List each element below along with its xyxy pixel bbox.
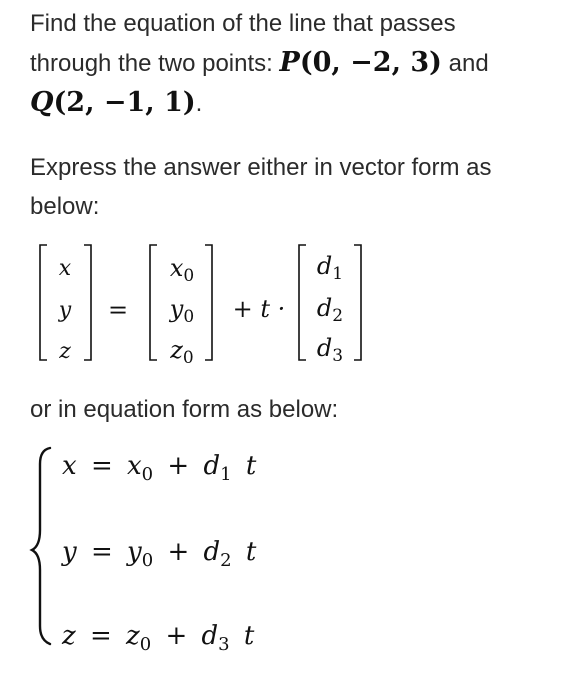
direction-d1: $d_1$ [316, 252, 344, 284]
and-word: and [441, 50, 489, 77]
left-z: z [59, 339, 71, 364]
svg-text:y = y0 +: y = $y_0$ + $d_2$ t [62, 537, 257, 571]
vector-intro-line-2: below: [30, 193, 100, 220]
point-z0: $z_0$ [170, 336, 194, 368]
equation-row-y [61, 537, 257, 573]
equation-row-x [62, 451, 257, 487]
svg-text:x = x0 +: x = $x_0$ + $d_1$ t [62, 451, 257, 485]
problem-line-2-text: through the two points: [30, 50, 280, 77]
end-period: . [195, 90, 203, 117]
left-y: y [58, 298, 72, 323]
equation-row-z [61, 621, 255, 657]
plus-t-dot: + t · [232, 295, 286, 323]
point-y0: $y_0$ [169, 295, 195, 327]
vector-intro-line-1: Express the answer either in vector form as [30, 154, 492, 181]
point-p-name: P [279, 47, 300, 78]
equation-form-intro: or in equation form as below: [30, 396, 339, 423]
problem-line-1: Find the equation of the line that passes [30, 10, 456, 37]
left-brace [32, 448, 50, 644]
direction-d3: $d_3$ [316, 334, 344, 366]
direction-d2: $d_2$ [316, 294, 344, 326]
left-x: x [58, 256, 72, 281]
point-q-name: Q [30, 87, 54, 118]
vector-equals-sign: = [107, 296, 129, 324]
point-q-coords: (2, −1, 1) [53, 87, 196, 118]
point-x0: $x_0$ [169, 254, 195, 286]
equation-system [0, 430, 568, 700]
svg-text:z = z0 +: z = $z_0$ + $d_3$ t [62, 621, 255, 655]
point-p-coords: (0, −2, 3) [299, 47, 442, 78]
